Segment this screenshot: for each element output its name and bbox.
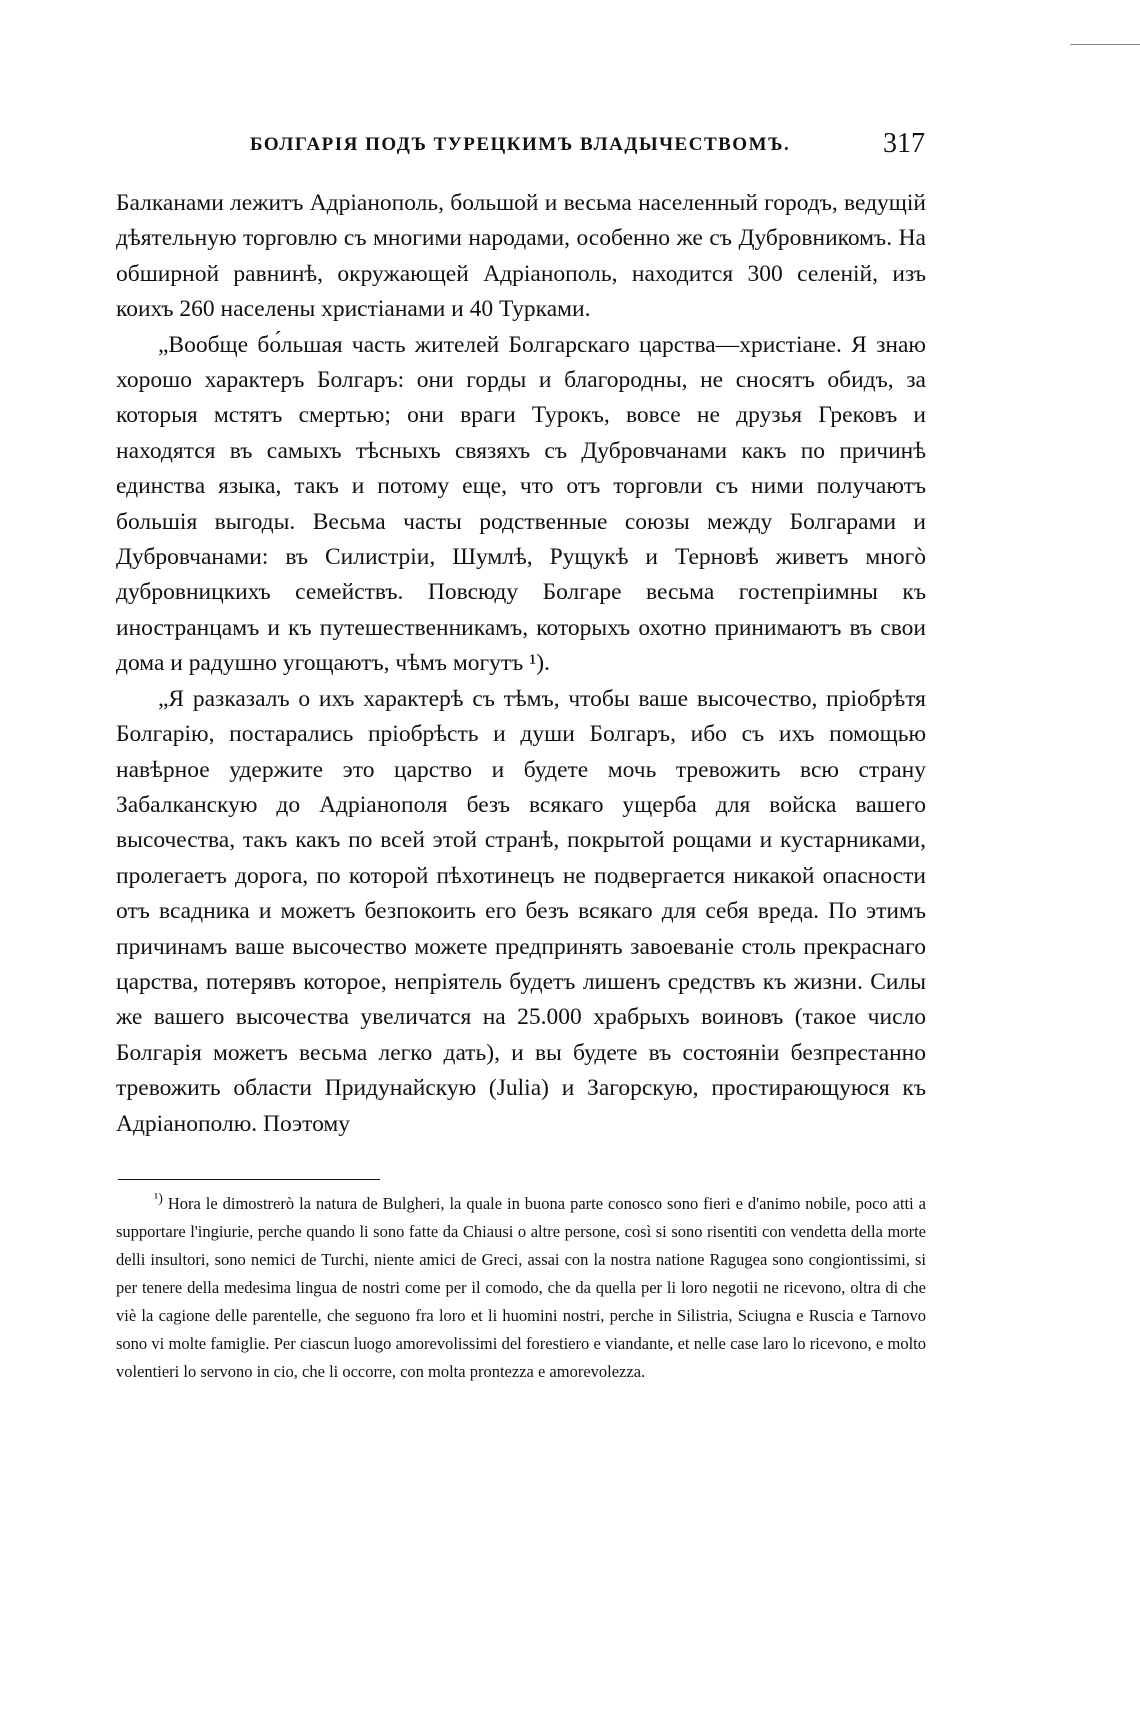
paragraph-3: „Я разказалъ о ихъ характерѣ съ тѣмъ, чтобы ваше высочество, пріобрѣтя Болгарію, постарались пріобрѣсть и души Болгаръ, ибо съ ихъ помощью навѣрное удержите это царство и будете мочь тревожить всю страну Забалканскую до Адріанополя безъ всякаго ущерба для войска вашего высочества, такъ какъ по всей этой странѣ, покрытой рощами и кустарниками, пролегаетъ дорога, по которой пѣхотинецъ не подвергается никакой опасности отъ всадника и можетъ безпокоить его безъ всякаго для себя вреда. По этимъ причинамъ ваше высочество можете предпринять завоеваніе столь прекраснаго царства, потерявъ которое, непріятель будетъ лишенъ средствъ къ жизни. Силы же вашего высочества увеличатся на 25.000 храбрыхъ воиновъ (такое число Болгарія можетъ весьма легко дать), и вы будете въ состояніи безпрестанно тревожить области Придунайскую (Julia) и Загорскую, простирающуюся къ Адріанополю. Поэтому (116, 685, 926, 1137)
footnote-rule (118, 1179, 380, 1180)
main-text (116, 186, 926, 1142)
paragraph-1: Балканами лежитъ Адріанополь, большой и весьма населенный городъ, ведущій дѣятельную торговлю съ многими народами, особенно же съ Дубровникомъ. На обширной равнинѣ, окружающей Адріанополь, находится 300 селеній, изъ коихъ 260 населены христіанами и 40 Турками. (116, 190, 926, 323)
paragraph-2: „Вообще бо́льшая часть жителей Болгарскаго царства—христіане. Я знаю хорошо характеръ Болгаръ: они горды и благородны, не сносятъ обидъ, за которыя мстятъ смертью; они враги Турокъ, вовсе не друзья Грековъ и находятся въ самыхъ тѣсныхъ связяхъ съ Дубровчанами какъ по причинѣ единства языка, такъ и потому еще, что отъ торговли съ ними получаютъ большія выгоды. Весьма часты родственные союзы между Болгарами и Дубровчанами: въ Силистріи, Шумлѣ, Рущукѣ и Терновѣ живетъ многò дубровницкихъ семействъ. Повсюду Болгаре весьма гостепріимны къ иностранцамъ и къ путешественникамъ, которыхъ охотно принимаютъ въ свои дома и радушно угощаютъ, чѣмъ могутъ ¹). (116, 331, 926, 677)
footnote-mark: ¹) (154, 1191, 163, 1207)
running-head: БОЛГАРІЯ ПОДЪ ТУРЕЦКИМЪ ВЛАДЫЧЕСТВОМЪ. (250, 134, 791, 155)
page-header (250, 128, 925, 168)
footnote (116, 1190, 926, 1386)
corner-rule (1070, 44, 1140, 45)
footnote-text: Hora le dimostrerò la natura de Bulgheri, la quale in buona parte conosco sono fieri e d'animo nobile, poco atti a supportare l'ingiurie, perche quando li sono fatte da Chiausi o altre persone, così si sono risentiti con vendetta della morte delli insultori, sono nemici de Turchi, niente amici de Greci, assai con la nostra natione Ragugea sono congiontissimi, si per tenere della medesima lingua de nostri come per il comodo, che da quella per li loro negotii ne ricevono, oltra di che viè la cagione delle parentelle, che seguono fra loro et li huomini nostri, perche in Silistria, Sciugna e Ruscia e Tarnovo sono vi molte famiglie. Per ciascun luogo amorevolissimi del forestiero e viandante, et nelle case laro lo ricevono, e molto volentieri lo servono in cio, che li occorre, con molta prontezza e amorevolezza. (116, 1194, 927, 1381)
page-number: 317 (883, 128, 925, 159)
